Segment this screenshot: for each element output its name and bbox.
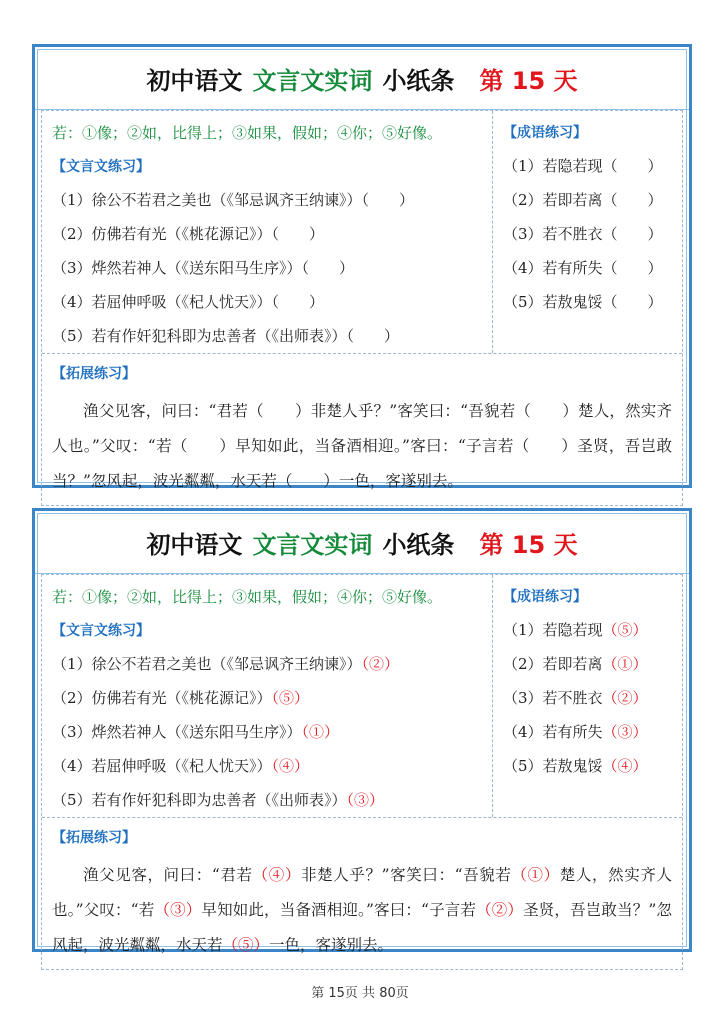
answer: （③） <box>346 791 385 809</box>
answer: （④） <box>252 866 302 884</box>
wenyan-item <box>52 749 492 783</box>
wenyan-item <box>52 783 492 817</box>
wenyan-label: 【文言文练习】 <box>52 623 150 639</box>
title-topic: 文言文实词 <box>252 530 373 559</box>
wenyan-item: （1）徐公不若君之美也（《邹忌讽齐王纳谏》）（ ） <box>52 191 415 209</box>
extension-section <box>42 818 682 969</box>
extension-paragraph: 渔父见客，问曰：“君若（ ）非楚人乎？”客笑曰：“吾貌若（ ）楚人，然实齐人也。”父叹：“若（ ）早知如此，当备酒相迎。”客曰：“子言若（ ）圣贤，吾岂敢当？”忽风起，波光粼粼，水天若（ ）一色，客遂别去。 <box>52 402 672 490</box>
para-text: 圣贤，吾岂敢当？”忽风起，波光粼粼，水天若 <box>52 901 672 954</box>
para-text: 非楚人乎？”客笑曰：“吾貌若 <box>301 866 512 884</box>
wenyan-label: 【文言文练习】 <box>52 159 150 175</box>
top-section <box>42 111 682 354</box>
answer: （⑤） <box>222 936 270 954</box>
card-title <box>35 511 689 574</box>
answer-card <box>32 508 692 952</box>
answer: （④） <box>602 757 648 775</box>
chengyu-item <box>503 647 682 681</box>
wenyan-text: （1）徐公不若君之美也（《邹忌讽齐王纳谏》） <box>52 655 362 673</box>
chengyu-item: （3）若不胜衣（ ） <box>503 225 663 243</box>
wenyan-item: （5）若有作奸犯科即为忠善者（《出师表》）（ ） <box>52 327 400 345</box>
title-subject: 初中语文 <box>146 530 243 559</box>
chengyu-section <box>493 111 682 353</box>
top-section <box>42 575 682 818</box>
wenyan-item <box>52 647 492 681</box>
chengyu-item: （5）若敖鬼馁（ ） <box>503 293 663 311</box>
wenyan-item <box>52 681 492 715</box>
wenyan-text: （3）烨然若神人（《送东阳马生序》） <box>52 723 302 741</box>
title-note: 小纸条 <box>382 530 455 559</box>
title-note: 小纸条 <box>382 66 455 95</box>
exercise-card <box>32 44 692 488</box>
chengyu-item <box>503 715 682 749</box>
wenyan-item <box>52 715 492 749</box>
para-text: 渔父见客，问曰：“君若 <box>83 866 253 884</box>
chengyu-section <box>493 575 682 817</box>
answer: （④） <box>271 757 310 775</box>
extension-paragraph <box>52 858 672 963</box>
card-body <box>41 574 683 970</box>
chengyu-item <box>503 749 682 783</box>
tuozhan-label: 【拓展练习】 <box>52 830 136 846</box>
chengyu-label: 【成语练习】 <box>503 589 587 605</box>
page-footer: 第 15页 共 80页 <box>311 986 409 1001</box>
chengyu-text: （4）若有所失 <box>503 723 603 741</box>
title-day: 第 15 天 <box>479 530 578 559</box>
chengyu-item <box>503 681 682 715</box>
wenyan-text: （5）若有作奸犯科即为忠善者（《出师表》） <box>52 791 347 809</box>
tuozhan-label: 【拓展练习】 <box>52 366 136 382</box>
answer: （⑤） <box>271 689 310 707</box>
wenyan-section <box>42 111 493 353</box>
title-day: 第 15 天 <box>479 66 578 95</box>
answer: （③） <box>602 723 648 741</box>
wenyan-text: （4）若屈伸呼吸（《杞人忧天》） <box>52 757 272 775</box>
wenyan-item: （3）烨然若神人（《送东阳马生序》）（ ） <box>52 259 355 277</box>
chengyu-item <box>503 613 682 647</box>
answer: （③） <box>154 901 202 919</box>
title-subject: 初中语文 <box>146 66 243 95</box>
answer: （①） <box>602 655 648 673</box>
answer: （②） <box>602 689 648 707</box>
chengyu-text: （2）若即若离 <box>503 655 603 673</box>
chengyu-text: （3）若不胜衣 <box>503 689 603 707</box>
chengyu-text: （1）若隐若现 <box>503 621 603 639</box>
para-text: 一色，客遂别去。 <box>269 936 394 954</box>
answer: （②） <box>361 655 400 673</box>
chengyu-item: （2）若即若离（ ） <box>503 191 663 209</box>
chengyu-text: （5）若敖鬼馁 <box>503 757 603 775</box>
card-body <box>41 110 683 506</box>
wenyan-item: （2）仿佛若有光（《桃花源记》）（ ） <box>52 225 325 243</box>
card-title <box>35 47 689 110</box>
chengyu-item: （4）若有所失（ ） <box>503 259 663 277</box>
chengyu-item: （1）若隐若现（ ） <box>503 157 663 175</box>
word-definition: 若：①像；②如，比得上；③如果，假如；④你；⑤好像。 <box>52 124 443 142</box>
answer: （①） <box>301 723 340 741</box>
extension-section <box>42 354 682 505</box>
para-text: 早知如此，当备酒相迎。”客曰：“子言若 <box>201 901 477 919</box>
chengyu-label: 【成语练习】 <box>503 125 587 141</box>
wenyan-text: （2）仿佛若有光（《桃花源记》） <box>52 689 272 707</box>
wenyan-item: （4）若屈伸呼吸（《杞人忧天》）（ ） <box>52 293 325 311</box>
word-definition: 若：①像；②如，比得上；③如果，假如；④你；⑤好像。 <box>52 588 443 606</box>
answer: （⑤） <box>602 621 648 639</box>
title-topic: 文言文实词 <box>252 66 373 95</box>
answer: （①） <box>511 866 560 884</box>
answer: （②） <box>476 901 524 919</box>
wenyan-section <box>42 575 493 817</box>
para-text: 楚人，然实齐人也。”父叹：“若 <box>52 866 672 919</box>
